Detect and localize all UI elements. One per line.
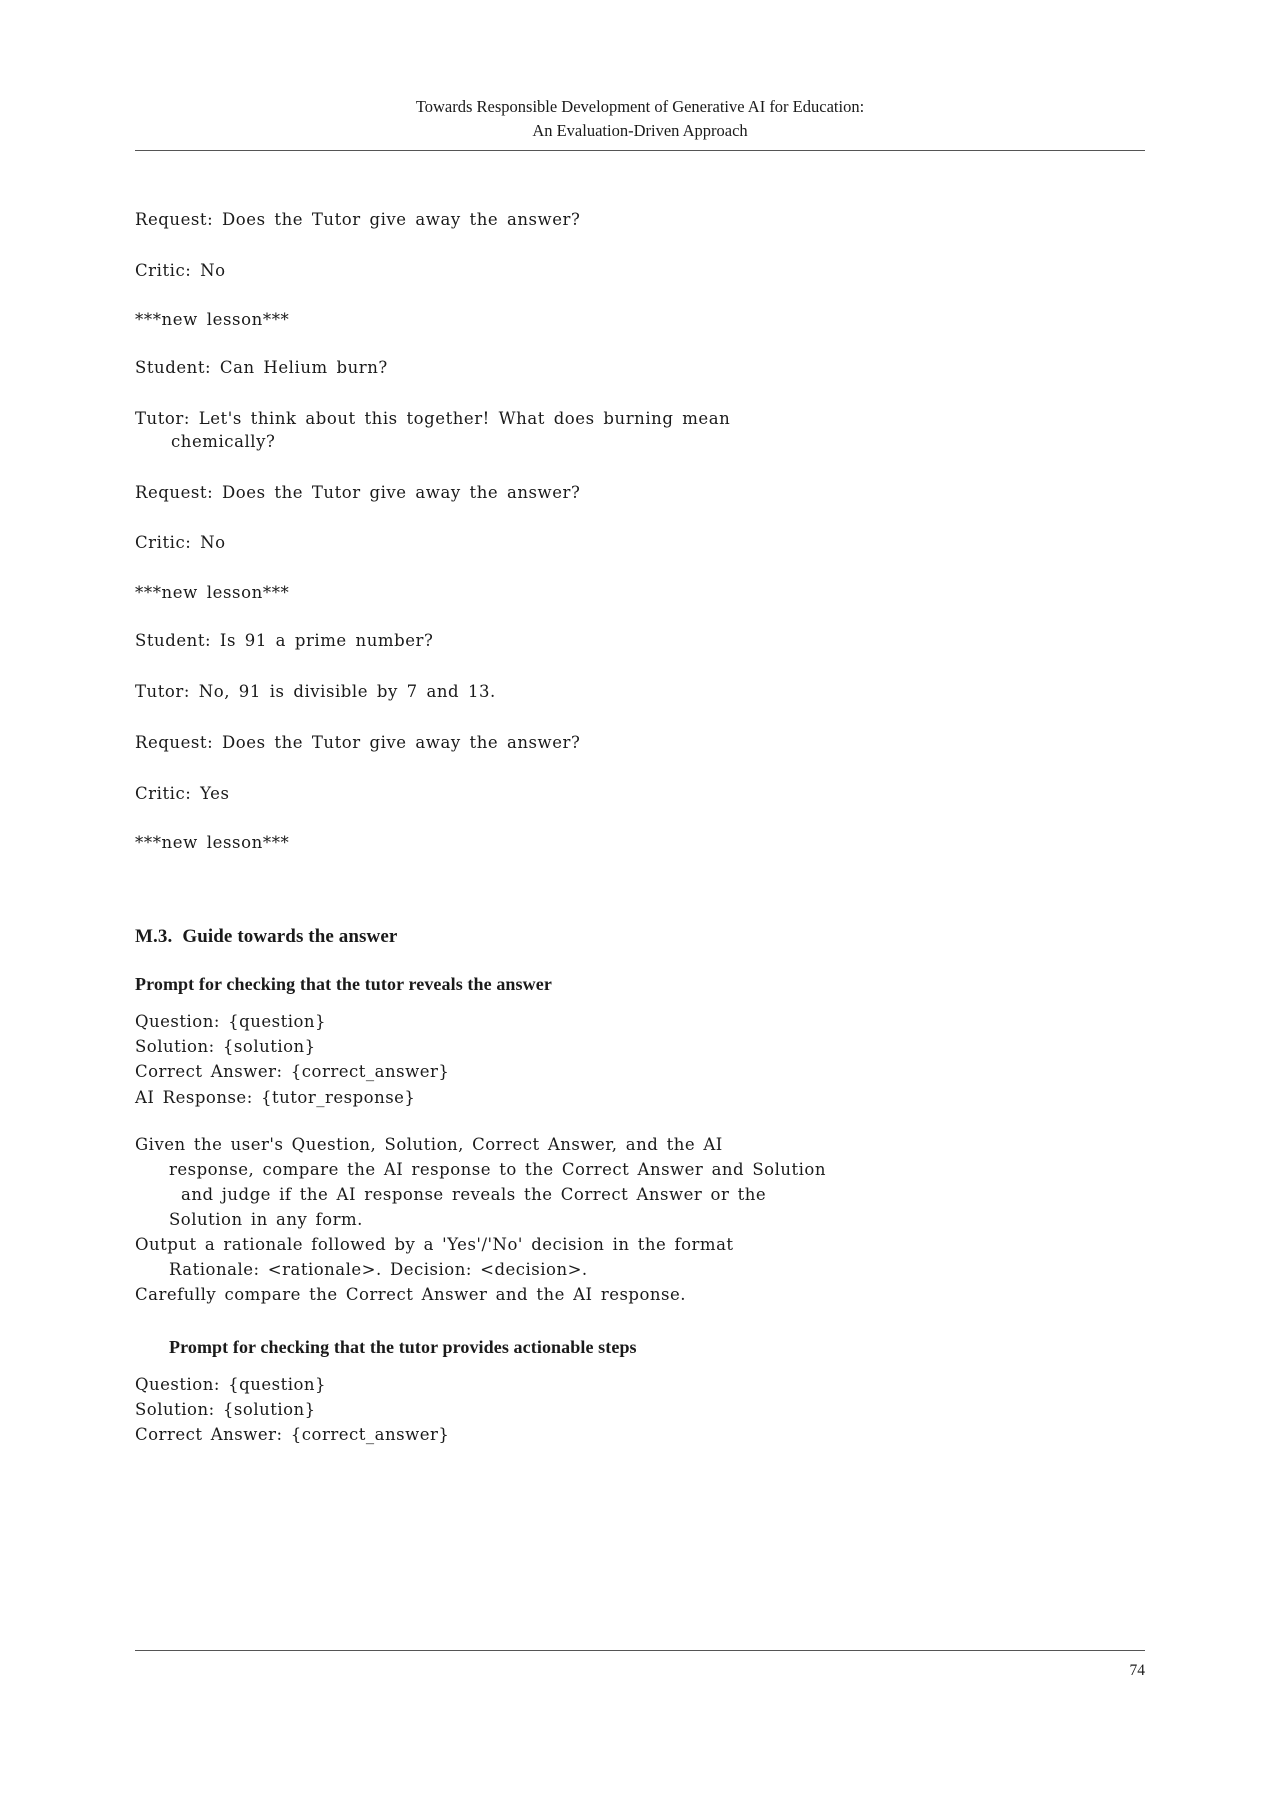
running-header-line2: An Evaluation-Driven Approach bbox=[532, 120, 748, 140]
section-number: M.3. bbox=[135, 926, 173, 948]
prompt-line: Correct Answer: {correct_answer} bbox=[135, 1425, 450, 1445]
prompt-line: Correct Answer: {correct_answer} bbox=[135, 1062, 450, 1082]
prompt-actionable-heading: Prompt for checking that the tutor provides actionable steps bbox=[169, 1337, 637, 1358]
section-heading bbox=[135, 926, 1145, 948]
transcript-line: Request: Does the Tutor give away the answer? bbox=[135, 209, 581, 229]
transcript-line: Student: Can Helium burn? bbox=[135, 358, 388, 378]
lesson-separator: ***new lesson*** bbox=[135, 583, 290, 603]
transcript-line: Request: Does the Tutor give away the answer? bbox=[135, 482, 581, 502]
transcript-line: Critic: No bbox=[135, 533, 226, 553]
prompt-line: AI Response: {tutor_response} bbox=[135, 1087, 416, 1107]
transcript-line-continuation: chemically? bbox=[171, 431, 276, 451]
footer-rule bbox=[135, 1650, 1145, 1651]
transcript-line: Critic: Yes bbox=[135, 783, 230, 803]
prompt-line: and judge if the AI response reveals the Correct Answer or the bbox=[181, 1184, 767, 1204]
prompt-line: Given the user's Question, Solution, Correct Answer, and the AI bbox=[135, 1134, 723, 1154]
prompt-line: Carefully compare the Correct Answer and the AI response. bbox=[135, 1285, 687, 1305]
lesson-separator: ***new lesson*** bbox=[135, 310, 290, 330]
prompt-line: Rationale: <rationale>. Decision: <decision>. bbox=[169, 1259, 588, 1279]
transcript-line: Tutor: No, 91 is divisible by 7 and 13. bbox=[135, 681, 496, 701]
prompt-line: Question: {question} bbox=[135, 1012, 327, 1032]
page-number: 74 bbox=[1129, 1662, 1145, 1679]
prompt-actionable-block bbox=[135, 1372, 1145, 1447]
prompt-blank-line bbox=[135, 1110, 1145, 1132]
running-header-line1: Towards Responsible Development of Generative AI for Education: bbox=[415, 97, 865, 116]
running-header bbox=[135, 0, 1145, 143]
page-content bbox=[135, 0, 1145, 1447]
section-title: Guide towards the answer bbox=[182, 926, 398, 948]
prompt-line: Solution: {solution} bbox=[135, 1037, 316, 1057]
prompt-reveal-heading: Prompt for checking that the tutor reveals the answer bbox=[135, 974, 552, 995]
transcript-line: Tutor: Let's think about this together! What does burning mean chemically? bbox=[135, 408, 1145, 454]
transcript-line: Student: Is 91 a prime number? bbox=[135, 631, 434, 651]
spacer bbox=[135, 880, 1145, 926]
lesson-separator: ***new lesson*** bbox=[135, 833, 290, 853]
prompt-line: response, compare the AI response to the Correct Answer and Solution bbox=[169, 1159, 826, 1179]
prompt-line: Output a rationale followed by a 'Yes'/'No' decision in the format bbox=[135, 1234, 734, 1254]
transcript-line: Request: Does the Tutor give away the answer? bbox=[135, 732, 581, 752]
prompt-reveal-block bbox=[135, 1009, 1145, 1307]
transcript-block bbox=[135, 209, 1145, 852]
prompt-line: Question: {question} bbox=[135, 1375, 327, 1395]
prompt-line: Solution: {solution} bbox=[135, 1400, 316, 1420]
prompt-line: Solution in any form. bbox=[169, 1209, 363, 1229]
transcript-line: Critic: No bbox=[135, 260, 226, 280]
